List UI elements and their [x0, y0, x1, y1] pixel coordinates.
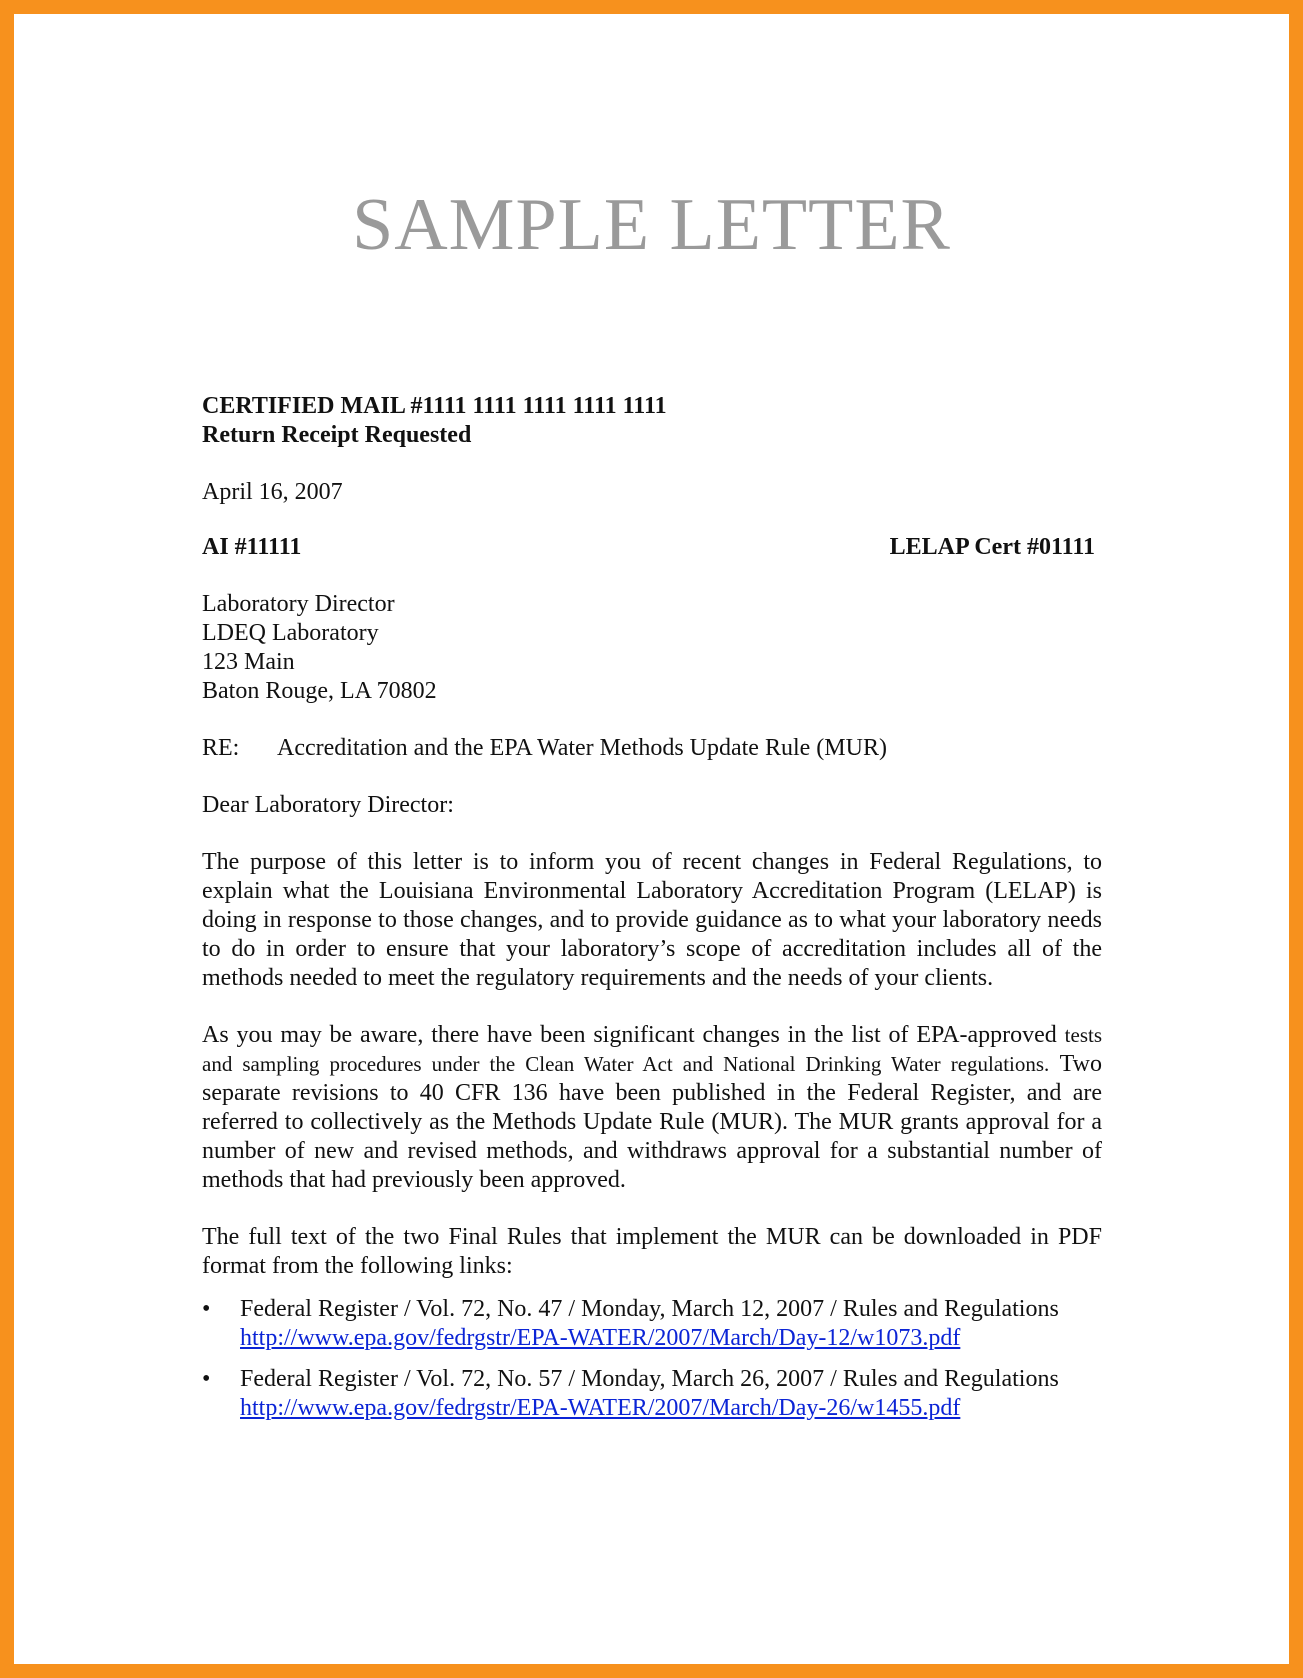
- paragraph-changes: [202, 1021, 1102, 1195]
- watermark-title: SAMPLE LETTER: [352, 184, 951, 266]
- salutation: Dear Laboratory Director:: [202, 792, 454, 818]
- bullet-icon: •: [202, 1296, 211, 1322]
- list-item: [202, 1365, 1102, 1423]
- federal-register-citation: Federal Register / Vol. 72, No. 47 / Monday, March 12, 2007 / Rules and Regulations: [240, 1296, 1059, 1322]
- address-line: 123 Main: [202, 649, 295, 675]
- paragraph-changes-part3: Two separate revisions to 40 CFR 136 have been published in the Federal Register, and are referred to collectively as the Methods Update Rule (MUR). The MUR grants approval for a number of new and revised methods, and withdraws approval for a substantial number of methods that had previously been approved.: [202, 1051, 1102, 1193]
- pdf-link[interactable]: http://www.epa.gov/fedrgstr/EPA-WATER/2007/March/Day-26/w1455.pdf: [240, 1395, 961, 1421]
- federal-register-citation: Federal Register / Vol. 72, No. 57 / Monday, March 26, 2007 / Rules and Regulations: [240, 1366, 1059, 1392]
- list-item: [202, 1295, 1102, 1353]
- paragraph-changes-part2: tests and sampling procedures under the Clean Water Act and National Drinking Water regulations.: [202, 1023, 1103, 1076]
- letter-date: April 16, 2007: [202, 479, 343, 505]
- paragraph-links-intro: The full text of the two Final Rules that implement the MUR can be downloaded in PDF format from the following links:: [202, 1224, 1102, 1279]
- re-subject-line: [202, 734, 1102, 763]
- recipient-address: [202, 590, 1102, 706]
- re-subject: Accreditation and the EPA Water Methods Update Rule (MUR): [277, 735, 887, 761]
- lelap-cert-number: LELAP Cert #01111: [889, 534, 1095, 560]
- reference-numbers: [202, 533, 1095, 562]
- address-line: LDEQ Laboratory: [202, 620, 379, 646]
- bullet-icon: •: [202, 1366, 211, 1392]
- address-line: Baton Rouge, LA 70802: [202, 678, 437, 704]
- re-label: RE:: [202, 735, 240, 761]
- ai-number: AI #11111: [202, 534, 302, 560]
- letter-body: [202, 392, 1102, 1423]
- paragraph-purpose: The purpose of this letter is to inform you of recent changes in Federal Regulations, to explain what the Louisiana Environmental Laboratory Accreditation Program (LELAP) is doing in response to those changes, and to provide guidance as to what your laboratory needs to do in order to ensure that your laboratory’s scope of accreditation includes all of the methods needed to meet the regulatory requirements and the needs of your clients.: [202, 849, 1102, 991]
- address-line: Laboratory Director: [202, 591, 395, 617]
- certified-mail-line: CERTIFIED MAIL #1111 1111 1111 1111 1111: [202, 393, 667, 419]
- pdf-link[interactable]: http://www.epa.gov/fedrgstr/EPA-WATER/2007/March/Day-12/w1073.pdf: [240, 1325, 961, 1351]
- return-receipt-line: Return Receipt Requested: [202, 422, 472, 448]
- paragraph-changes-part1: As you may be aware, there have been significant changes in the list of EPA-approved: [202, 1022, 1057, 1048]
